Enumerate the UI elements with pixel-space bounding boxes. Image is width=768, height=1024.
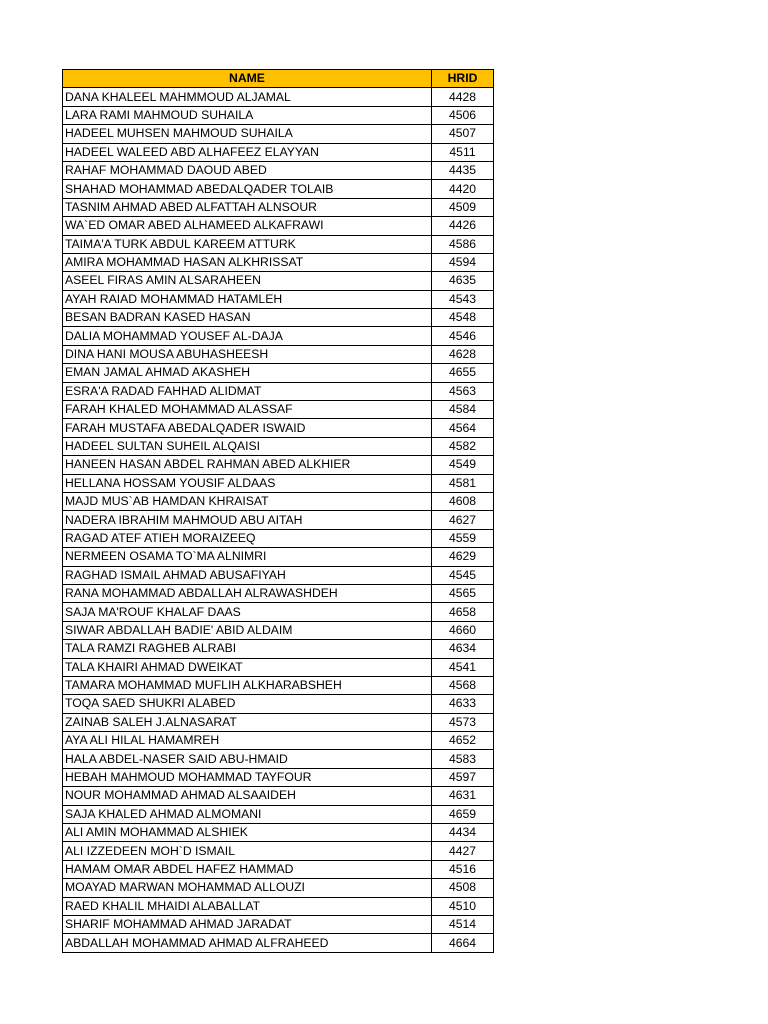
hrid-cell[interactable]: 4581 [432, 474, 494, 492]
table-row [63, 180, 494, 198]
hrid-cell[interactable]: 4509 [432, 198, 494, 216]
name-cell[interactable]: SHAHAD MOHAMMAD ABEDALQADER TOLAIB [63, 180, 432, 198]
table-row [63, 419, 494, 437]
table-row [63, 695, 494, 713]
hrid-cell[interactable]: 4545 [432, 566, 494, 584]
hrid-column-header[interactable]: HRID [432, 70, 494, 88]
hrid-cell[interactable]: 4514 [432, 915, 494, 933]
hrid-cell[interactable]: 4508 [432, 879, 494, 897]
table-row [63, 566, 494, 584]
name-cell[interactable]: AYA ALI HILAL HAMAMREH [63, 732, 432, 750]
table-row [63, 713, 494, 731]
table-row [63, 474, 494, 492]
table-row [63, 364, 494, 382]
hrid-cell[interactable]: 4507 [432, 125, 494, 143]
header-row [63, 70, 494, 88]
hrid-cell[interactable]: 4586 [432, 235, 494, 253]
hrid-cell[interactable]: 4573 [432, 713, 494, 731]
table-row [63, 768, 494, 786]
name-cell[interactable]: HELLANA HOSSAM YOUSIF ALDAAS [63, 474, 432, 492]
name-cell[interactable]: TAMARA MOHAMMAD MUFLIH ALKHARABSHEH [63, 676, 432, 694]
name-cell[interactable]: TAIMA'A TURK ABDUL KAREEM ATTURK [63, 235, 432, 253]
hrid-cell[interactable]: 4664 [432, 934, 494, 952]
hrid-cell[interactable]: 4511 [432, 143, 494, 161]
hrid-cell[interactable]: 4549 [432, 456, 494, 474]
table-row [63, 676, 494, 694]
name-cell[interactable]: RAHAF MOHAMMAD DAOUD ABED [63, 161, 432, 179]
table-row [63, 879, 494, 897]
table-row [63, 290, 494, 308]
employee-table [62, 69, 494, 953]
table-row [63, 253, 494, 271]
name-cell[interactable]: HALA ABDEL-NASER SAID ABU-HMAID [63, 750, 432, 768]
hrid-cell[interactable]: 4434 [432, 824, 494, 842]
name-cell[interactable]: ZAINAB SALEH J.ALNASARAT [63, 713, 432, 731]
hrid-cell[interactable]: 4634 [432, 640, 494, 658]
table-row [63, 382, 494, 400]
hrid-cell[interactable]: 4420 [432, 180, 494, 198]
table-row [63, 88, 494, 106]
hrid-cell[interactable]: 4541 [432, 658, 494, 676]
name-cell[interactable]: RAED KHALIL MHAIDI ALABALLAT [63, 897, 432, 915]
hrid-cell[interactable]: 4583 [432, 750, 494, 768]
hrid-cell[interactable]: 4608 [432, 492, 494, 510]
table-row [63, 842, 494, 860]
table-row [63, 603, 494, 621]
table-row [63, 161, 494, 179]
name-cell[interactable]: ALI AMIN MOHAMMAD ALSHIEK [63, 824, 432, 842]
name-cell[interactable]: SHARIF MOHAMMAD AHMAD JARADAT [63, 915, 432, 933]
hrid-cell[interactable]: 4568 [432, 676, 494, 694]
hrid-cell[interactable]: 4563 [432, 382, 494, 400]
hrid-cell[interactable]: 4652 [432, 732, 494, 750]
hrid-cell[interactable]: 4584 [432, 401, 494, 419]
hrid-cell[interactable]: 4594 [432, 253, 494, 271]
table-row [63, 272, 494, 290]
name-column-header[interactable]: NAME [63, 70, 432, 88]
name-cell[interactable]: SAJA MA'ROUF KHALAF DAAS [63, 603, 432, 621]
table-row [63, 309, 494, 327]
name-cell[interactable]: TOQA SAED SHUKRI ALABED [63, 695, 432, 713]
table-row [63, 915, 494, 933]
hrid-cell[interactable]: 4506 [432, 106, 494, 124]
name-cell[interactable]: AMIRA MOHAMMAD HASAN ALKHRISSAT [63, 253, 432, 271]
hrid-cell[interactable]: 4633 [432, 695, 494, 713]
name-cell[interactable]: AYAH RAIAD MOHAMMAD HATAMLEH [63, 290, 432, 308]
table-row [63, 621, 494, 639]
table-row [63, 805, 494, 823]
name-cell[interactable]: BESAN BADRAN KASED HASAN [63, 309, 432, 327]
name-cell[interactable]: TALA KHAIRI AHMAD DWEIKAT [63, 658, 432, 676]
name-cell[interactable]: RAGHAD ISMAIL AHMAD ABUSAFIYAH [63, 566, 432, 584]
table-row [63, 640, 494, 658]
name-cell[interactable]: HADEEL MUHSEN MAHMOUD SUHAILA [63, 125, 432, 143]
hrid-cell[interactable]: 4510 [432, 897, 494, 915]
name-cell[interactable]: SAJA KHALED AHMAD ALMOMANI [63, 805, 432, 823]
name-cell[interactable]: FARAH KHALED MOHAMMAD ALASSAF [63, 401, 432, 419]
name-cell[interactable]: WA`ED OMAR ABED ALHAMEED ALKAFRAWI [63, 217, 432, 235]
table-row [63, 106, 494, 124]
hrid-cell[interactable]: 4559 [432, 529, 494, 547]
name-cell[interactable]: SIWAR ABDALLAH BADIE' ABID ALDAIM [63, 621, 432, 639]
hrid-cell[interactable]: 4565 [432, 584, 494, 602]
table-row [63, 787, 494, 805]
hrid-cell[interactable]: 4435 [432, 161, 494, 179]
name-cell[interactable]: DANA KHALEEL MAHMMOUD ALJAMAL [63, 88, 432, 106]
hrid-cell[interactable]: 4628 [432, 345, 494, 363]
name-cell[interactable]: NADERA IBRAHIM MAHMOUD ABU AITAH [63, 511, 432, 529]
hrid-cell[interactable]: 4629 [432, 548, 494, 566]
hrid-cell[interactable]: 4427 [432, 842, 494, 860]
table-row [63, 860, 494, 878]
table-row [63, 143, 494, 161]
name-cell[interactable]: HANEEN HASAN ABDEL RAHMAN ABED ALKHIER [63, 456, 432, 474]
name-cell[interactable]: TALA RAMZI RAGHEB ALRABI [63, 640, 432, 658]
table-row [63, 456, 494, 474]
table-row [63, 732, 494, 750]
hrid-cell[interactable]: 4428 [432, 88, 494, 106]
hrid-cell[interactable]: 4546 [432, 327, 494, 345]
name-cell[interactable]: HADEEL SULTAN SUHEIL ALQAISI [63, 437, 432, 455]
name-cell[interactable]: ALI IZZEDEEN MOH`D ISMAIL [63, 842, 432, 860]
hrid-cell[interactable]: 4426 [432, 217, 494, 235]
name-cell[interactable]: ABDALLAH MOHAMMAD AHMAD ALFRAHEED [63, 934, 432, 952]
table-row [63, 437, 494, 455]
hrid-cell[interactable]: 4658 [432, 603, 494, 621]
name-cell[interactable]: HAMAM OMAR ABDEL HAFEZ HAMMAD [63, 860, 432, 878]
table-row [63, 198, 494, 216]
name-cell[interactable]: NERMEEN OSAMA TO`MA ALNIMRI [63, 548, 432, 566]
table-row [63, 235, 494, 253]
hrid-cell[interactable]: 4659 [432, 805, 494, 823]
name-cell[interactable]: NOUR MOHAMMAD AHMAD ALSAAIDEH [63, 787, 432, 805]
name-cell[interactable]: HEBAH MAHMOUD MOHAMMAD TAYFOUR [63, 768, 432, 786]
table-row [63, 327, 494, 345]
table-body [63, 88, 494, 952]
name-cell[interactable]: TASNIM AHMAD ABED ALFATTAH ALNSOUR [63, 198, 432, 216]
hrid-cell[interactable]: 4582 [432, 437, 494, 455]
name-cell[interactable]: ESRA'A RADAD FAHHAD ALIDMAT [63, 382, 432, 400]
table-row [63, 529, 494, 547]
table-row [63, 492, 494, 510]
table-row [63, 125, 494, 143]
hrid-cell[interactable]: 4516 [432, 860, 494, 878]
name-cell[interactable]: ASEEL FIRAS AMIN ALSARAHEEN [63, 272, 432, 290]
table-row [63, 584, 494, 602]
table-row [63, 934, 494, 952]
hrid-cell[interactable]: 4543 [432, 290, 494, 308]
table-row [63, 217, 494, 235]
name-cell[interactable]: MOAYAD MARWAN MOHAMMAD ALLOUZI [63, 879, 432, 897]
hrid-cell[interactable]: 4627 [432, 511, 494, 529]
table-row [63, 750, 494, 768]
table-row [63, 511, 494, 529]
hrid-cell[interactable]: 4635 [432, 272, 494, 290]
table-row [63, 824, 494, 842]
table-row [63, 345, 494, 363]
name-cell[interactable]: LARA RAMI MAHMOUD SUHAILA [63, 106, 432, 124]
hrid-cell[interactable]: 4597 [432, 768, 494, 786]
hrid-cell[interactable]: 4548 [432, 309, 494, 327]
name-cell[interactable]: RANA MOHAMMAD ABDALLAH ALRAWASHDEH [63, 584, 432, 602]
hrid-cell[interactable]: 4660 [432, 621, 494, 639]
hrid-cell[interactable]: 4564 [432, 419, 494, 437]
name-cell[interactable]: HADEEL WALEED ABD ALHAFEEZ ELAYYAN [63, 143, 432, 161]
hrid-cell[interactable]: 4631 [432, 787, 494, 805]
name-cell[interactable]: DALIA MOHAMMAD YOUSEF AL-DAJA [63, 327, 432, 345]
name-cell[interactable]: EMAN JAMAL AHMAD AKASHEH [63, 364, 432, 382]
hrid-cell[interactable]: 4655 [432, 364, 494, 382]
table-row [63, 658, 494, 676]
name-cell[interactable]: MAJD MUS`AB HAMDAN KHRAISAT [63, 492, 432, 510]
name-cell[interactable]: DINA HANI MOUSA ABUHASHEESH [63, 345, 432, 363]
name-cell[interactable]: FARAH MUSTAFA ABEDALQADER ISWAID [63, 419, 432, 437]
table-row [63, 401, 494, 419]
table-row [63, 548, 494, 566]
name-cell[interactable]: RAGAD ATEF ATIEH MORAIZEEQ [63, 529, 432, 547]
table-row [63, 897, 494, 915]
